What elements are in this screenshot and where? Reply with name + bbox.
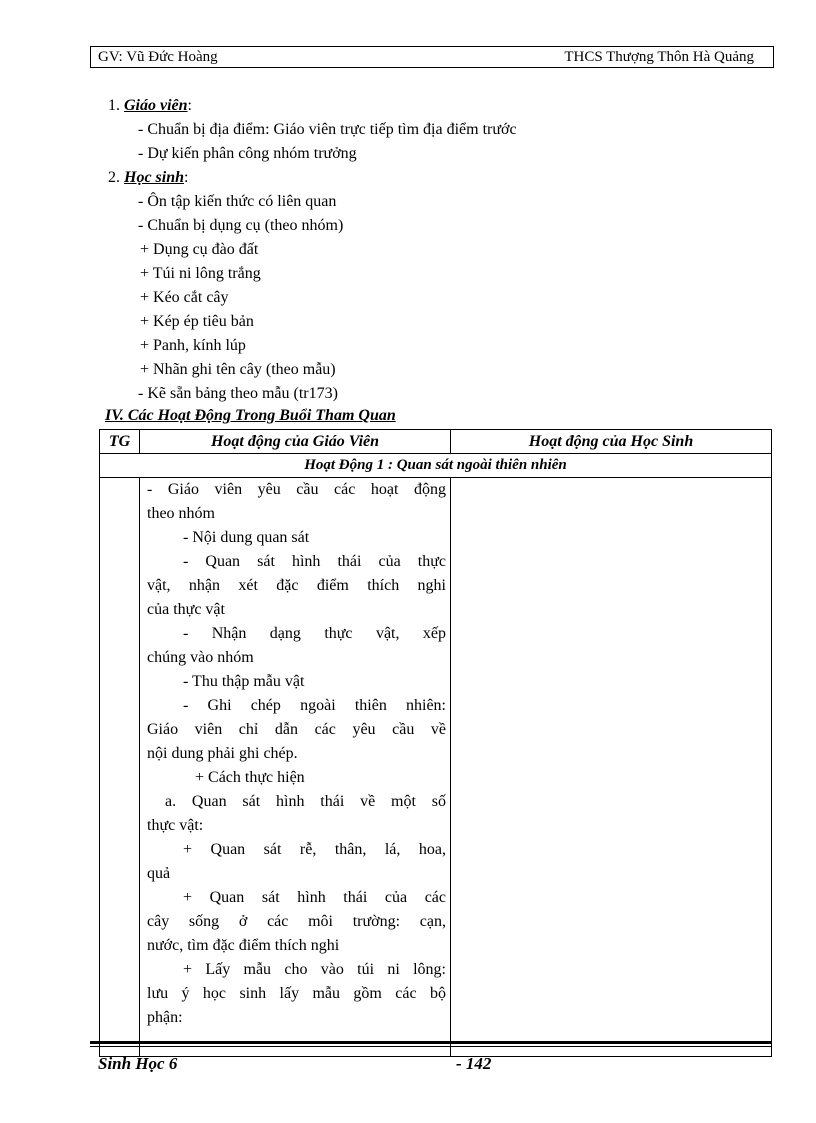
teacher-line: + Cách thực hiện bbox=[195, 769, 305, 786]
tg-cell bbox=[100, 478, 140, 1057]
student-prep-item: + Panh, kính lúp bbox=[140, 337, 246, 354]
student-prep-item: + Dụng cụ đào đất bbox=[140, 241, 259, 258]
student-prep-heading: 2. Học sinh: bbox=[108, 169, 189, 186]
teacher-line: quả bbox=[147, 865, 171, 882]
school-name: THCS Thượng Thôn Hà Quảng bbox=[564, 49, 754, 65]
teacher-prep-item: - Dự kiến phân công nhóm trưởng bbox=[138, 145, 357, 162]
footer-rule-thick bbox=[90, 1041, 772, 1044]
student-prep-item: + Nhãn ghi tên cây (theo mẫu) bbox=[140, 361, 336, 378]
teacher-line: vật, nhận xét đặc điểm thích nghi bbox=[147, 577, 446, 594]
student-prep-item: - Ôn tập kiến thức có liên quan bbox=[138, 193, 337, 210]
activity-1-title: Hoạt Động 1 : Quan sát ngoài thiên nhiên bbox=[100, 454, 772, 478]
teacher-name: GV: Vũ Đức Hoàng bbox=[98, 49, 218, 65]
teacher-line: nội dung phải ghi chép. bbox=[147, 745, 298, 762]
page-header bbox=[90, 46, 774, 68]
teacher-line: + Lấy mẫu cho vào túi ni lông: bbox=[183, 961, 446, 978]
col-teacher-activity: Hoạt động của Giáo Viên bbox=[140, 430, 451, 454]
teacher-prep-item: - Chuẩn bị địa điểm: Giáo viên trực tiếp tìm địa điểm trước bbox=[138, 121, 517, 138]
teacher-prep-title: Giáo viên bbox=[124, 97, 188, 114]
teacher-line: a. Quan sát hình thái về một số bbox=[165, 793, 446, 810]
teacher-line: phận: bbox=[147, 1009, 183, 1026]
student-prep-item: + Kéo cắt cây bbox=[140, 289, 229, 306]
student-prep-title: Học sinh bbox=[124, 169, 185, 186]
teacher-line: lưu ý học sinh lấy mẫu gồm các bộ bbox=[147, 985, 446, 1002]
teacher-line: chúng vào nhóm bbox=[147, 649, 254, 666]
student-prep-item: - Chuẩn bị dụng cụ (theo nhóm) bbox=[138, 217, 344, 234]
table-header-row bbox=[100, 430, 772, 454]
teacher-line: Giáo viên chỉ dẫn các yêu cầu về bbox=[147, 721, 446, 738]
activity-1-row bbox=[100, 454, 772, 478]
footer-subject: Sinh Học 6 bbox=[98, 1054, 178, 1073]
teacher-line: + Quan sát hình thái của các bbox=[183, 889, 446, 906]
student-prep-item: + Kép ép tiêu bản bbox=[140, 313, 254, 330]
footer-rule-thin bbox=[90, 1046, 772, 1047]
teacher-line: - Nhận dạng thực vật, xếp bbox=[183, 625, 446, 642]
page-number: - 142 bbox=[456, 1054, 492, 1073]
teacher-line: nước, tìm đặc điểm thích nghi bbox=[147, 937, 340, 954]
col-student-activity: Hoạt động của Học Sinh bbox=[451, 430, 772, 454]
teacher-prep-heading: 1. Giáo viên: bbox=[108, 97, 192, 114]
teacher-line: của thực vật bbox=[147, 601, 225, 618]
teacher-line: thực vật: bbox=[147, 817, 204, 834]
teacher-line: cây sống ở các môi trường: cạn, bbox=[147, 913, 446, 930]
student-prep-item: - Kẽ sẵn bảng theo mẫu (tr173) bbox=[138, 385, 338, 402]
teacher-line: - Quan sát hình thái của thực bbox=[183, 553, 446, 570]
student-activity-cell bbox=[451, 478, 772, 1057]
student-prep-item: + Túi ni lông trắng bbox=[140, 265, 261, 282]
col-tg: TG bbox=[100, 430, 140, 454]
teacher-line: - Nội dung quan sát bbox=[183, 529, 310, 546]
section-4-title: IV. Các Hoạt Động Trong Buổi Tham Quan bbox=[105, 407, 396, 424]
activity-1-content-row bbox=[100, 478, 772, 1057]
teacher-line: - Thu thập mẫu vật bbox=[183, 673, 305, 690]
teacher-line: theo nhóm bbox=[147, 505, 215, 522]
teacher-activity-cell bbox=[140, 478, 451, 1057]
teacher-line: - Giáo viên yêu cầu các hoạt động bbox=[147, 481, 446, 498]
activities-table bbox=[99, 429, 772, 1057]
teacher-line: - Ghi chép ngoài thiên nhiên: bbox=[183, 697, 446, 714]
teacher-line: + Quan sát rễ, thân, lá, hoa, bbox=[183, 841, 446, 858]
